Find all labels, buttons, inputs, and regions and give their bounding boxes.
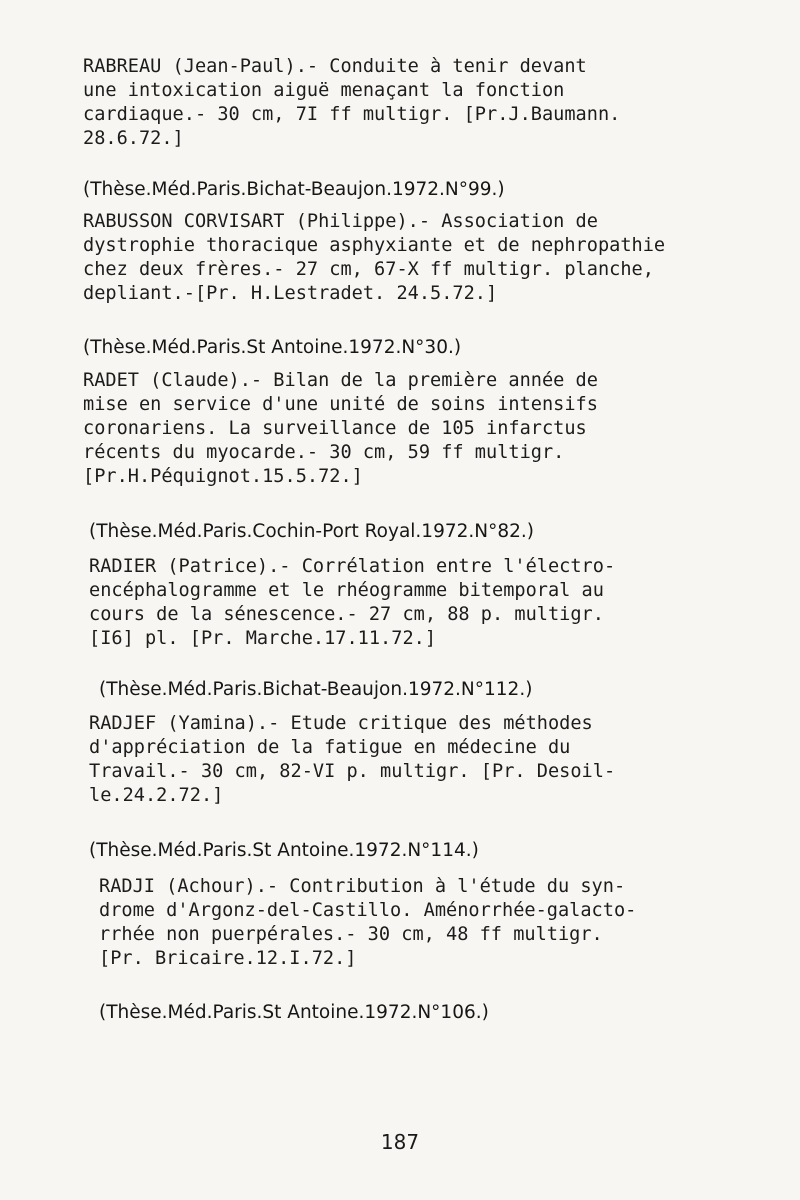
entry-line: une intoxication aiguë menaçant la fonction bbox=[83, 80, 565, 101]
entry-line: RADJI (Achour).- Contribution à l'étude du syn- bbox=[99, 876, 626, 897]
bibliography-entry bbox=[83, 369, 723, 489]
entry-line: RADJEF (Yamina).- Etude critique des méthodes bbox=[89, 713, 593, 734]
bibliography-entry bbox=[89, 555, 729, 651]
entry-line: depliant.-[Pr. H.Lestradet. 24.5.72.] bbox=[83, 283, 498, 304]
bibliography-entry bbox=[83, 210, 723, 306]
entry-line: drome d'Argonz-del-Castillo. Aménorrhée-galacto- bbox=[99, 900, 637, 921]
entry-line: 28.6.72.] bbox=[83, 128, 184, 149]
entry-line: mise en service d'une unité de soins intensifs bbox=[83, 394, 598, 415]
entry-line: Travail.- 30 cm, 82-VI p. multigr. [Pr. Desoil- bbox=[89, 761, 616, 782]
entry-line: coronariens. La surveillance de 105 infarctus bbox=[83, 418, 587, 439]
entry-line: encéphalogramme et le rhéogramme bitemporal au bbox=[89, 580, 604, 601]
bibliography-entry bbox=[99, 875, 739, 971]
entry-line: [I6] pl. [Pr. Marche.17.11.72.] bbox=[89, 628, 437, 649]
entry-line: cardiaque.- 30 cm, 7I ff multigr. [Pr.J.Baumann. bbox=[83, 104, 621, 125]
entry-line: [Pr.H.Péquignot.15.5.72.] bbox=[83, 466, 363, 487]
thesis-reference: (Thèse.Méd.Paris.Bichat-Beaujon.1972.N°112.) bbox=[99, 679, 533, 700]
entry-line: RABUSSON CORVISART (Philippe).- Association de bbox=[83, 211, 598, 232]
thesis-reference: (Thèse.Méd.Paris.St Antoine.1972.N°30.) bbox=[83, 337, 462, 358]
entry-line: dystrophie thoracique asphyxiante et de nephropathie bbox=[83, 235, 666, 256]
thesis-reference: (Thèse.Méd.Paris.Cochin-Port Royal.1972.N°82.) bbox=[89, 521, 534, 542]
entry-line: chez deux frères.- 27 cm, 67-X ff multigr. planche, bbox=[83, 259, 654, 280]
thesis-reference: (Thèse.Méd.Paris.Bichat-Beaujon.1972.N°99.) bbox=[83, 179, 505, 200]
bibliography-entry bbox=[89, 712, 729, 808]
entry-line: RADET (Claude).- Bilan de la première année de bbox=[83, 370, 598, 391]
entry-line: récents du myocarde.- 30 cm, 59 ff multigr. bbox=[83, 442, 565, 463]
entry-line: rrhée non puerpérales.- 30 cm, 48 ff multigr. bbox=[99, 924, 603, 945]
entry-line: RABREAU (Jean-Paul).- Conduite à tenir devant bbox=[83, 56, 587, 77]
entry-line: cours de la sénescence.- 27 cm, 88 p. multigr. bbox=[89, 604, 604, 625]
page-number: 187 bbox=[380, 1130, 420, 1154]
entry-line: le.24.2.72.] bbox=[89, 785, 224, 806]
entry-line: RADIER (Patrice).- Corrélation entre l'électro- bbox=[89, 556, 616, 577]
bibliography-entry bbox=[83, 55, 723, 151]
thesis-reference: (Thèse.Méd.Paris.St Antoine.1972.N°106.) bbox=[99, 1002, 489, 1023]
entry-line: d'appréciation de la fatigue en médecine du bbox=[89, 737, 571, 758]
thesis-reference: (Thèse.Méd.Paris.St Antoine.1972.N°114.) bbox=[89, 840, 479, 861]
entry-line: [Pr. Bricaire.12.I.72.] bbox=[99, 948, 357, 969]
